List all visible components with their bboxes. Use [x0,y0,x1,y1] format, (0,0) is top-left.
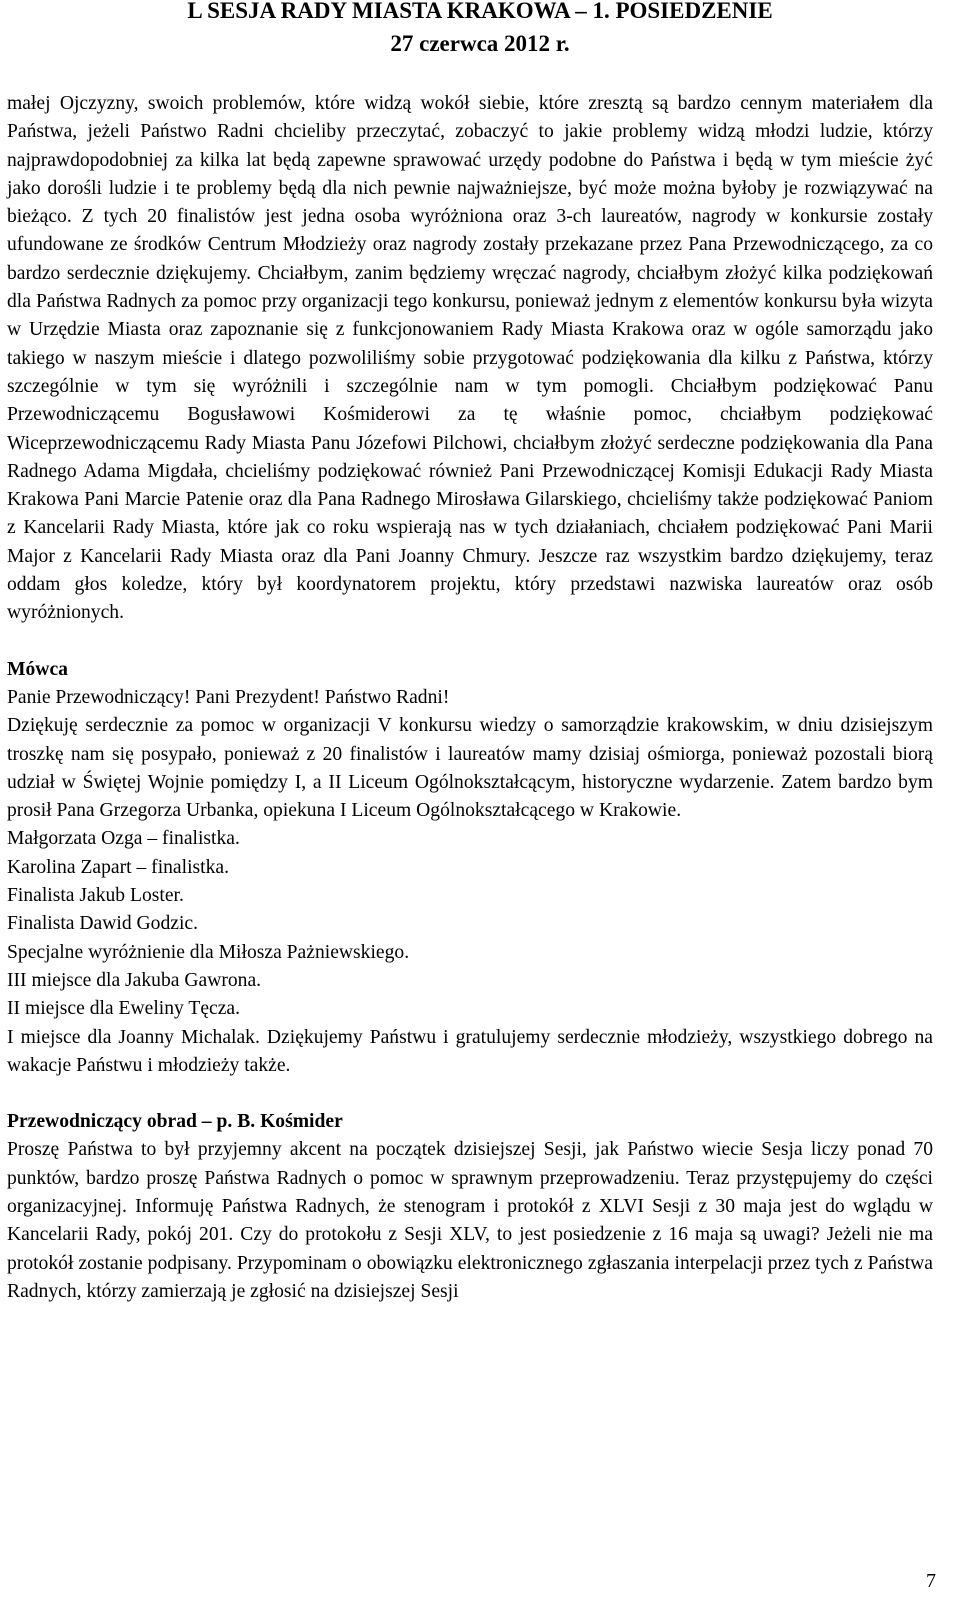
award-line: Karolina Zapart – finalistka. [7,856,229,878]
speaker-2-text: Proszę Państwa to był przyjemny akcent na początek dzisiejszej Sesji, jak Państwo wiecie Sesja liczy ponad 70 punktów, bardzo proszę Państwa Radnych o pomoc w sprawnym przeprowadzeniu. Teraz przystępujemy do części organizacyjnej. Informuję Państwa Radnych, że stenogram i protokół z XLVI Sesji z 30 maja jest do wglądu w Kancelarii Rady, pokój 201. Czy do protokołu z Sesji XLV, to jest posiedzenie z 16 maja są uwagi? Jeżeli nie ma protokół zostanie podpisany. Przypominam o obowiązku elektronicznego zgłaszania interpelacji przez tych z Państwa Radnych, którzy zamierzają je zgłosić na dzisiejszej Sesji [7,1139,933,1302]
award-line: Małgorzata Ozga – finalistka. [7,828,240,850]
page-header [0,0,960,57]
session-title: L SESJA RADY MIASTA KRAKOWA – 1. POSIEDZENIE [187,0,773,23]
page-number: 7 [926,1570,936,1592]
award-line: Finalista Dawid Godzic. [7,913,199,935]
speaker-greeting: Panie Przewodniczący! Pani Prezydent! Państwo Radni! [7,686,450,708]
award-line: II miejsce dla Eweliny Tęcza. [7,998,241,1020]
award-line: Finalista Jakub Loster. [7,885,184,907]
speaker-name-2: Przewodniczący obrad – p. B. Kośmider [7,1111,343,1133]
award-line: III miejsce dla Jakuba Gawrona. [7,969,262,991]
award-line: Specjalne wyróżnienie dla Miłosza Pażniewskiego. [7,941,410,963]
speaker-1-text: Dziękuję serdecznie za pomoc w organizacji V konkursu wiedzy o samorządzie krakowskim, w dniu dzisiejszym troszkę nam się posypało, ponieważ z 20 finalistów i laureatów mamy dzisiaj ośmiorga, ponieważ pozostali biorą udział w Świętej Wojnie pomiędzy I, a II Liceum Ogólnokształcącym, historyczne wydarzenie. Zatem bardzo bym prosił Pana Grzegorza Urbanka, opiekuna I Liceum Ogólnokształcącego w Krakowie. [7,715,933,822]
speaker-name-1: Mówca [7,658,68,680]
document-body [7,90,933,1306]
session-date: 27 czerwca 2012 r. [390,31,570,56]
paragraph-intro: małej Ojczyzny, swoich problemów, które widzą wokół siebie, które zresztą są bardzo cennym materiałem dla Państwa, jeżeli Państwo Radni chcieliby przeczytać, zobaczyć to jakie problemy widzą młodzi ludzie, którzy najprawdopodobniej za kilka lat będą zapewne sprawować urzędy podobne do Państwa i będą w tym mieście żyć jako dorośli ludzie i te problemy będą dla nich pewnie najważniejsze, być może można byłoby je rozwiązywać na bieżąco. Z tych 20 finalistów jest jedna osoba wyróżniona oraz 3-ch laureatów, nagrody w konkursie zostały ufundowane ze środków Centrum Młodzieży oraz nagrody zostały przekazane przez Pana Przewodniczącego, za co bardzo serdecznie dziękujemy. Chciałbym, zanim będziemy wręczać nagrody, chciałbym złożyć kilka podziękowań dla Państwa Radnych za pomoc przy organizacji tego konkursu, ponieważ jednym z elementów konkursu była wizyta w Urzędzie Miasta oraz zapoznanie się z funkcjonowaniem Rady Miasta Krakowa oraz w ogóle samorządu jako takiego w naszym mieście i dlatego pozwoliliśmy sobie przygotować podziękowania dla kilku z Państwa, którzy szczególnie w tym się wyróżnili i szczególnie nam w tym pomogli. Chciałbym podziękować Panu Przewodniczącemu Bogusławowi Kośmiderowi za tę właśnie pomoc, chciałbym podziękować Wiceprzewodniczącemu Rady Miasta Panu Józefowi Pilchowi, chciałbym złożyć serdeczne podziękowania dla Pana Radnego Adama Migdała, chcieliśmy podziękować również Pani Przewodniczącej Komisji Edukacji Rady Miasta Krakowa Pani Marcie Patenie oraz dla Pana Radnego Mirosława Gilarskiego, chcieliśmy także podziękować Paniom z Kancelarii Rady Miasta, które jak co roku wspierają nas w tych działaniach, chciałem podziękować Pani Marii Major z Kancelarii Rady Miasta oraz dla Pani Joanny Chmury. Jeszcze raz wszystkim bardzo dziękujemy, teraz oddam głos koledze, który był koordynatorem projektu, który przedstawi nazwiska laureatów oraz osób wyróżnionych. [7,93,933,624]
speaker-1-closing: I miejsce dla Joanny Michalak. Dziękujemy Państwu i gratulujemy serdecznie młodzieży, wszystkiego dobrego na wakacje Państwu i młodzieży także. [7,1026,933,1076]
